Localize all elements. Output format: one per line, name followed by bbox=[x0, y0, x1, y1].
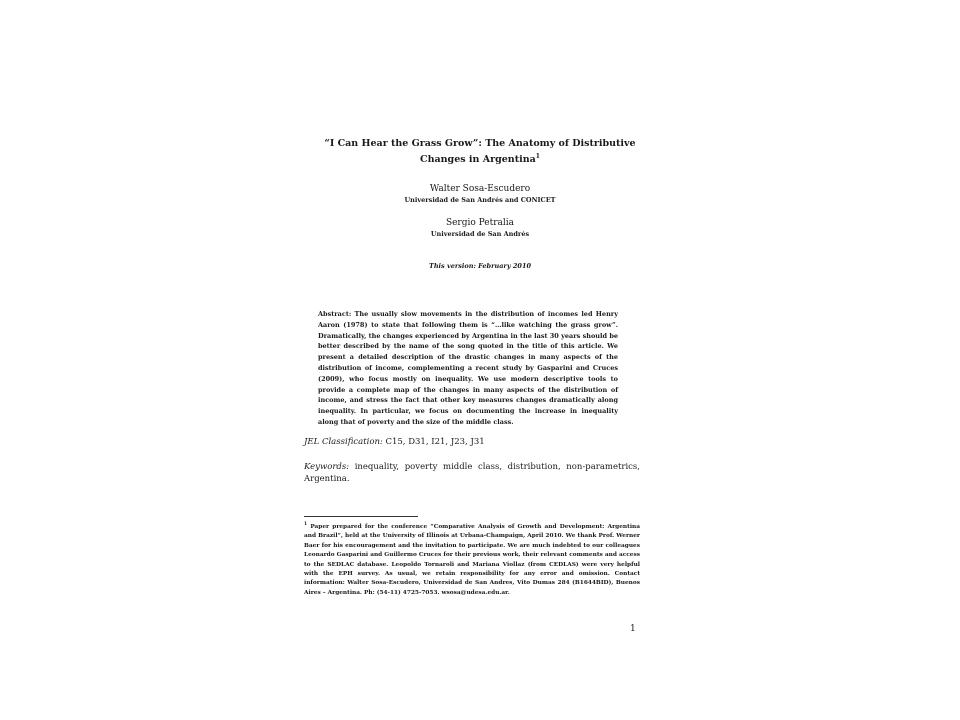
author-name-2: Sergio Petralia bbox=[445, 218, 515, 228]
keywords bbox=[304, 461, 640, 485]
author-affiliation-1: Universidad de San Andrés and CONICET bbox=[404, 196, 556, 204]
abstract bbox=[318, 309, 618, 428]
author-affiliation-2: Universidad de San Andrés bbox=[430, 230, 530, 238]
jel-codes: C15, D31, I21, J23, J31 bbox=[382, 437, 485, 447]
abstract-text: The usually slow movements in the distribution of incomes led Henry Aaron (1978) to state that following them is “…like watching the grass grow”. Dramatically, the changes experienced by Argentina in the last 30 years should be better described by the name of the song quoted in the title of this article. We present a detailed description of the drastic changes in many aspects of the distribution of income, complementing a recent study by Gasparini and Cruces (2009), who focus mostly on inequality. We use modern descriptive tools to provide a complete map of the changes in many aspects of the distribution of income, and stress the fact that other key measures changes dramatically along inequality. In particular, we focus on documenting the increase in inequality along that of poverty and the size of the middle class. bbox=[318, 310, 618, 426]
keywords-label: Keywords: bbox=[304, 462, 350, 472]
footnote-mark: 1 bbox=[304, 522, 308, 527]
footnote bbox=[304, 520, 640, 598]
page-number: 1 bbox=[630, 624, 636, 634]
abstract-label: Abstract: bbox=[318, 310, 352, 318]
footnote-text: Paper prepared for the conference “Comparative Analysis of Growth and Development: Argentina and Brazil”, held at the University of Illinois at Urbana-Champaign, April 2010. We thank Prof. Werner Baer for his encouragement and the invitation to participate. We are much indebted to our colleagues Leonardo Gasparini and Guillermo Cruces for their previous work, their relevant comments and access to the SEDLAC database. Leopoldo Tornaroli and Mariana Viollaz (from CEDLAS) were very helpful with the EPH survey. As usual, we retain responsibility for any error and omission. Contact information: Walter Sosa-Escudero, Universidad de San Andres, Vito Dumas 284 (B1644BID), Buenos Aires – Argentina. Ph: (54-11) 4725-7053. wsosa@udesa.edu.ar. bbox=[304, 523, 640, 596]
paper-title bbox=[300, 137, 660, 166]
jel-label: JEL Classification: bbox=[304, 437, 383, 447]
jel-classification bbox=[304, 436, 640, 448]
title-footnote-mark: 1 bbox=[535, 153, 540, 160]
version-date: This version: February 2010 bbox=[428, 262, 531, 270]
keywords-text: inequality, poverty middle class, distribution, non-parametrics, Argentina. bbox=[304, 462, 640, 484]
footnote-divider bbox=[304, 516, 418, 517]
paper-title-text: “I Can Hear the Grass Grow”: The Anatomy of Distributive Changes in Argentina bbox=[324, 138, 636, 166]
author-name-1: Walter Sosa-Escudero bbox=[429, 184, 531, 194]
